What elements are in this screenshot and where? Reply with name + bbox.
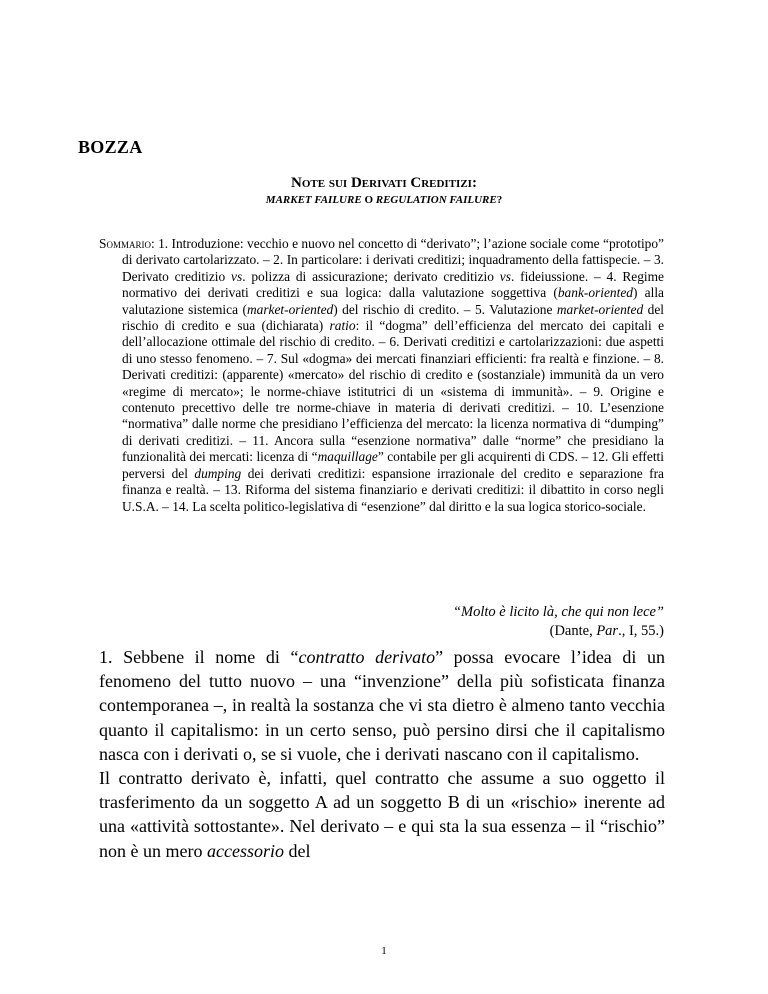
epigraph <box>164 603 664 641</box>
paragraph-1: 1. Sebbene il nome di “contratto derivato” possa evocare l’idea di un fenomeno del tutto nuovo – una “invenzione” della più sofisticata finanza contemporanea –, in realtà la sostanza che vi sta dietro è almeno tanto vecchia quanto il capitalismo: in un certo senso, può persino dirsi che il capitalismo nasca con i derivati o, se si vuole, che i derivati nascano con il capitalismo. <box>99 647 666 764</box>
body-text <box>99 645 665 863</box>
draft-label: BOZZA <box>78 137 143 157</box>
subtitle-part-b: REGULATION FAILURE <box>375 194 497 206</box>
article-title: Note sui Derivati Creditizi: <box>291 175 477 191</box>
summary-text: Sommario: 1. Introduzione: vecchio e nuovo nel concetto di “derivato”; l’azione sociale come “prototipo” di derivato cartolarizzato. – 2. In particolare: i derivati creditizi; inquadramento della fattispecie. – 3. Derivato creditizio vs. polizza di assicurazione; derivato creditizio vs. fideiussione. – 4. Regime normativo dei derivati creditizi e sua logica: dalla valutazione soggettiva (bank-oriented) alla valutazione sistemica (market-oriented) del rischio di credito. – 5. Valutazione market-oriented del rischio di credito e sua (dichiarata) ratio: il “dogma” dell’efficienza del mercato dei capitali e dell’allocazione ottimale del rischio di credito. – 6. Derivati creditizi e cartolarizzazioni: due aspetti di uno stesso fenomeno. – 7. Sul «dogma» dei mercati finanziari efficienti: fra realtà e finzione. – 8. Derivati creditizi: (apparente) «mercato» del rischio di credito e (sostanziale) immunità da un vero «regime di mercato»; le norme-chiave istitutrici di un «sistema di immunità». – 9. Origine e contenuto precettivo delle tre norme-chiave in materia di derivati creditizi. – 10. L’esenzione “normativa” dalle norme che presidiano l’efficienza del mercato: la licenza normativa di “dumping” di derivati creditizi. – 11. Ancora sulla “esenzione normativa” dalle “norme” che presidiano la funzionalità dei mercati: licenza di “maquillage” contabile per gli acquirenti di CDS. – 12. Gli effetti perversi del dumping dei derivati creditizi: espansione irrazionale del credito e separazione fra finanza e realtà. – 13. Riforma del sistema finanziario e derivati creditizi: il dibattito in corso negli U.S.A. – 14. La scelta politico-legislativa di “esenzione” dal diritto e la sua logica storico-sociale. <box>99 236 665 514</box>
subtitle-part-a: MARKET FAILURE <box>265 194 362 206</box>
summary-section <box>99 236 664 515</box>
subtitle-question-mark: ? <box>496 194 503 206</box>
paragraph-2: Il contratto derivato è, infatti, quel contratto che assume a suo oggetto il trasferimento da un soggetto A ad un soggetto B di un «rischio» inerente ad una «attività sottostante». Nel derivato – e qui sta la sua essenza – il “rischio” non è un mero accessorio del <box>99 768 665 861</box>
page-number: 1 <box>381 945 387 957</box>
subtitle-conjunction: O <box>364 194 373 206</box>
article-subtitle <box>0 194 768 206</box>
epigraph-source: (Dante, Par., I, 55.) <box>549 623 664 639</box>
epigraph-quote: “Molto è licito là, che qui non lece” <box>452 604 664 620</box>
summary-label: Sommario <box>99 236 151 251</box>
